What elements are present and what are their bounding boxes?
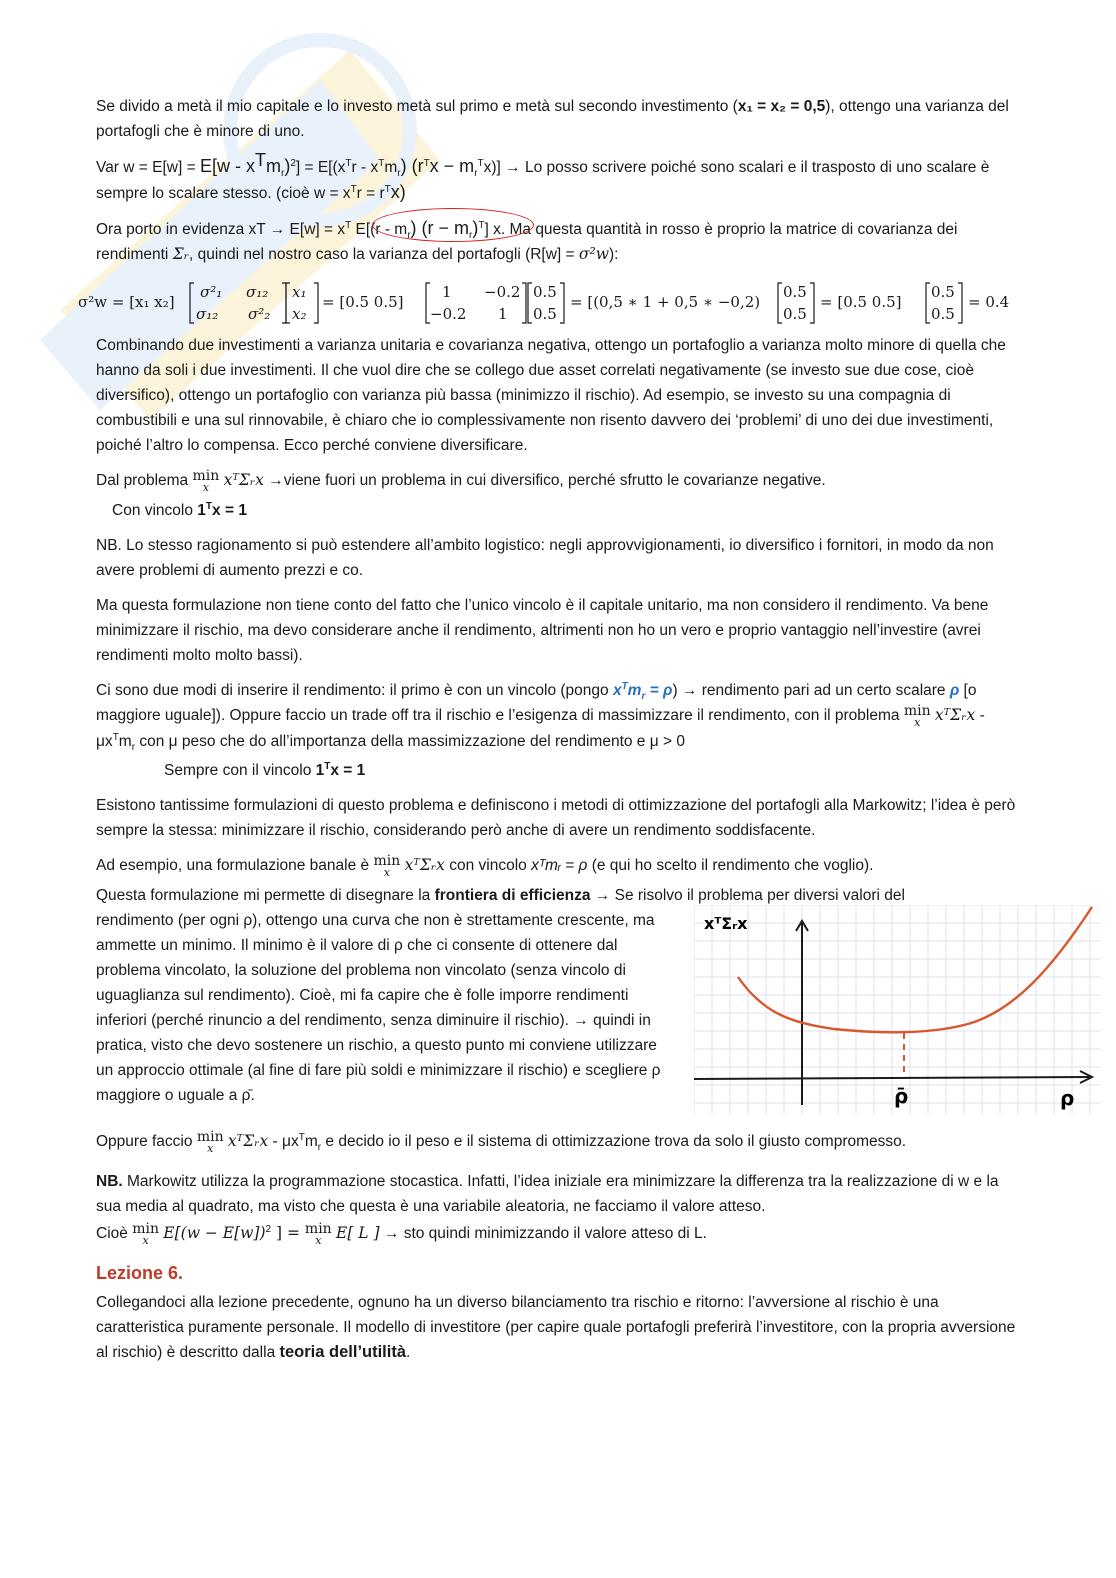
rho-bar-label: ρ̄ [894,1084,909,1108]
paragraph-variance: Var $w = E[w] = E[w - x^Tm_r)^2] = E[(x^Tr - x^Tm_r)$ $(r^Tx - m_r^Tx)] \to Lo$ posso scrivere poiché sono scalari e il trasposto di uno scalare è sempre lo scalare stesso. (cioè $w = x^Tr = r^Tx$) [96,149,990,202]
min-operator: min x [196,1129,224,1155]
variance-equation [78,277,1018,327]
document-page [78,94,1075,1375]
svg-text:= [0.5 0.5]: = [0.5 0.5] [322,293,404,311]
min-operator: min x [192,468,220,494]
frontier-section [96,883,1075,1115]
svg-text:x₁: x₁ [292,283,307,301]
paragraph-formulation: Ma questa formulazione non tiene conto del fatto che l’unico vincolo è il capitale unitario, ma non considero il rendimento. Va bene minimizzare il rischio, ma devo considerare anche il rendimento, altrimenti non ho un vero e proprio vantaggio nell’investire (avrei rendimenti molto molto bassi). [96,597,989,664]
paragraph-two-ways: Ci sono due modi di inserire il rendimento: il primo è con un vincolo (pongo $x^Tm_r = \rho$) → rendimento pari ad un certo scalare ρ [o maggiore uguale]). Oppure faccio un trade off tra il rischio e l’esigenza di massimizzare il rendimento, con il problema min x xᵀΣᵣx - $\mu x^Tm_r$ con μ peso che do all’importanza della massimizzazione del rendimento e μ > 0 [96,680,985,754]
paragraph-cioe: Cioè min x $E[(w - E[w])^2$ ] = min x E[ L ] → sto quindi minimizzando il valore atteso di L. [96,1221,707,1247]
paragraph-utility: Collegandoci alla lezione precedente, ognuno ha un diverso bilanciamento tra rischio e ritorno: l’avversione al rischio è una caratteristica puramente personale. Il modello di investitore (per capire quale portafogli preferirà l’investitore, con la propria avversione al rischio) è descritto dalla teoria dell’utilità. [96,1294,1016,1361]
frontier-text: rendimento (per ogni ρ), ottengo una curva che non è strettamente crescente, ma ammette un minimo. Il minimo è il valore di ρ che ci consente di ottenere dal problema vincolato, la soluzione del problema non vincolato (senza vincolo di uguaglianza sul rendimento). Cioè, mi fa capire che è folle imporre rendimenti inferiori (perché rinuncio a del rendimento, senza diminuire il rischio). → quindi in pratica, visto che devo sostenere un rischio, a questo punto mi conviene utilizzare un approccio ottimale (al fine di fare più soldi e minimizzare il rischio) e scegliere ρ maggiore o uguale a ρ̄. [96,912,661,1104]
paragraph-diversification: Combinando due investimenti a varianza unitaria e covarianza negativa, ottengo un portafoglio a varianza molto minore di quella che hanno da soli i due investimenti. Il che vuol dire che se collego due asset correlati negativamente (se investo sue due cose, cioè diversifico), ottengo un portafoglio con varianza più bassa (minimizzo il rischio). Ad esempio, se investo su una compagnia di combustibili e una sul rinnovabile, è chiaro che io complessivamente non risento davvero dei ‘problemi’ di uno dei due investimenti, poiché l’altro lo compensa. Ecco perché conviene diversificare. [96,337,1006,454]
svg-text:= 0.4: = 0.4 [968,293,1010,311]
min-operator: min x [304,1221,332,1247]
paragraph-constraint: Con vincolo $1^Tx = 1$ [112,500,247,519]
section-heading: Lezione 6. [96,1263,184,1283]
paragraph-covariance: Ora porto in evidenza xT → $E[w] = x^T$ $E[(r - m_r)$ $(r - m_r)^T$] x. Ma questa quantità in rosso è proprio la matrice di covarianza dei rendimenti Σᵣ, quindi nel nostro caso la varianza del portafogli (R[w] = σ²w): [96,216,1018,267]
svg-text:x₂: x₂ [292,305,307,323]
paragraph-problem: Dal problema min x xᵀΣᵣx →viene fuori un problema in cui diversifico, perché sfrutto le covarianze negative. [96,468,826,494]
min-operator: min x [903,703,931,729]
paragraph-nb-stochastic: NB. Markowitz utilizza la programmazione stocastica. Infatti, l’idea iniziale era minimizzare la differenza tra la realizzazione di w e la sua media al quadrato, ma visto che questa è una variabile aleatoria, ne facciamo il valore atteso. [96,1173,999,1215]
paragraph-tradeoff: Oppure faccio min x xᵀΣᵣx - $\mu x^Tm_r$ e decido io il peso e il sistema di ottimizzazione trova da solo il giusto compromesso. [96,1129,907,1155]
svg-text:0.5: 0.5 [783,305,807,323]
svg-text:−0.2: −0.2 [484,283,521,301]
svg-text:σ₁₂: σ₁₂ [196,305,219,323]
min-operator: min x [132,1221,159,1247]
paragraph-markowitz: Esistono tantissime formulazioni di questo problema e definiscono i metodi di ottimizzazione del portafogli alla Markowitz; l’idea è però sempre la stessa: minimizzare il rischio, considerando però anche di avere un rendimento soddisfacente. [96,797,1016,839]
svg-text:= [0.5 0.5]: = [0.5 0.5] [820,293,902,311]
paragraph-nb-logistics: NB. Lo stesso ragionamento si può estendere all’ambito logistico: negli approvvigionamenti, io diversifico i fornitori, in modo da non avere problemi di aumento prezzi e co. [96,537,994,579]
svg-text:0.5: 0.5 [931,283,955,301]
y-axis-label: xᵀΣᵣx [704,914,748,933]
paragraph-portfolio-split: Se divido a metà il mio capitale e lo investo metà sul primo e metà sul secondo investimento (x₁ = x₂ = 0,5), ottengo una varianza del portafogli che è minore di uno. [96,98,1009,140]
x-axis-label: ρ [1060,1086,1075,1110]
svg-text:0.5: 0.5 [533,283,557,301]
min-operator: min x [373,853,401,879]
svg-text:−0.2: −0.2 [430,305,467,323]
paragraph-banal-formulation: Ad esempio, una formulazione banale è min x xᵀΣᵣx con vincolo xᵀmᵣ = ρ (e qui ho scelto il rendimento che voglio). [96,853,874,879]
svg-text:σ₁₂: σ₁₂ [246,283,269,301]
red-highlight-oval [372,208,534,242]
svg-text:σ²₂: σ²₂ [248,305,271,323]
svg-text:1: 1 [442,283,452,301]
svg-text:0.5: 0.5 [931,305,955,323]
paragraph-still-constraint: Sempre con il vincolo $1^Tx = 1$ [164,760,366,779]
svg-text:0.5: 0.5 [533,305,557,323]
svg-text:1: 1 [498,305,508,323]
eq-lhs: σ²w = [x₁ x₂] [78,293,175,311]
frontier-intro: Questa formulazione mi permette di disegnare la frontiera di efficienza → Se risolvo il problema per diversi valori del [96,887,905,904]
efficient-frontier-graph [694,905,1100,1115]
svg-text:= [(0,5 ∗ 1 + 0,5 ∗ −0,2): = [(0,5 ∗ 1 + 0,5 ∗ −0,2) [570,293,761,311]
svg-text:σ²₁: σ²₁ [200,283,223,301]
svg-text:0.5: 0.5 [783,283,807,301]
